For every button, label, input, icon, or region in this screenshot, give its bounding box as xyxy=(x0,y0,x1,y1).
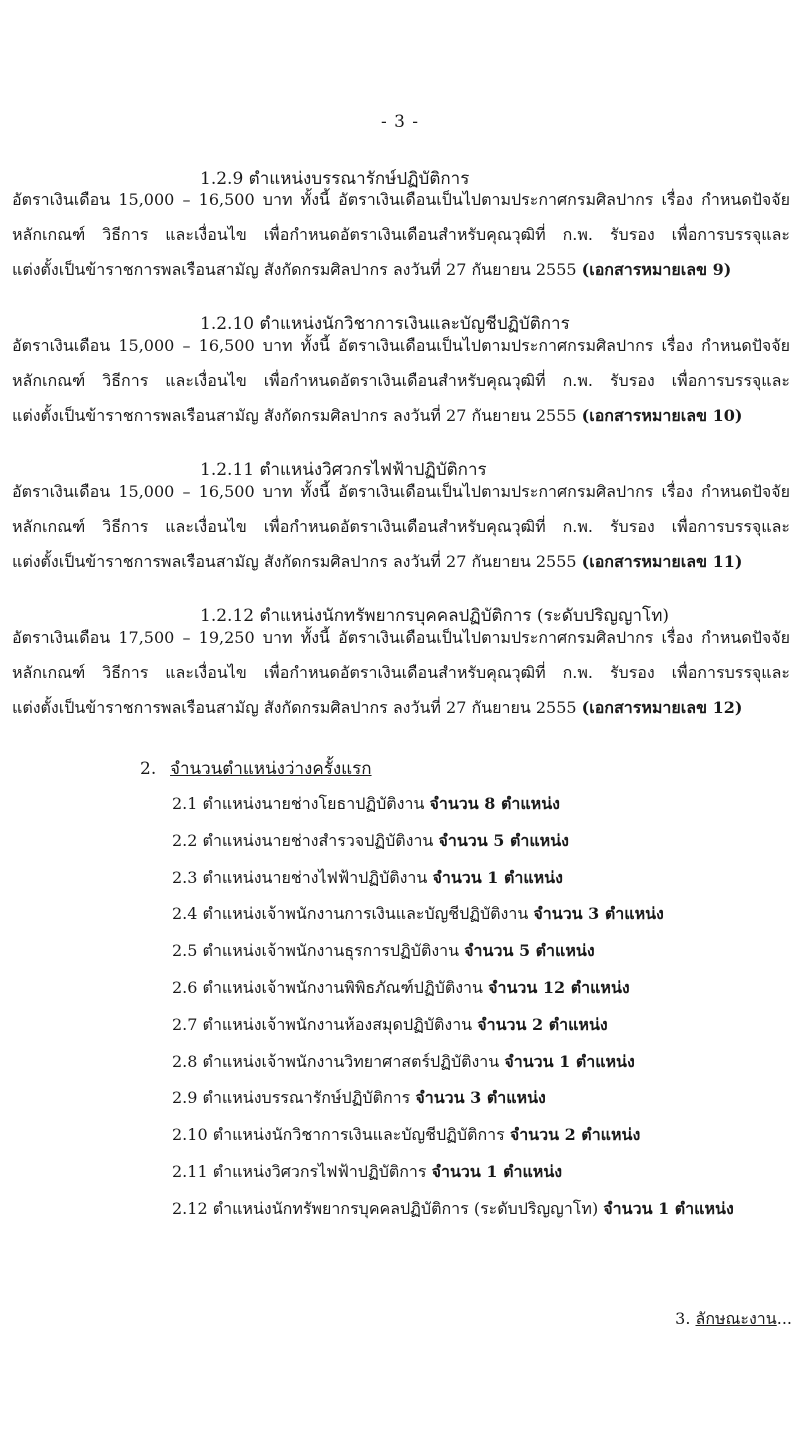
body-line: อัตราเงินเดือน 17,500 – 19,250 บาท ทั้งนี้ อัตราเงินเดือนเป็นไปตามประกาศกรมศิลปากร เรื่อง กำหนดปัจจัย xyxy=(12,628,790,647)
item-position: ตำแหน่งวิศวกรไฟฟ้าปฏิบัติการ xyxy=(212,1161,427,1181)
body-line-text: แต่งตั้งเป็นข้าราชการพลเรือนสามัญ สังกัดกรมศิลปากร ลงวันที่ 27 กันยายน 2555 xyxy=(12,406,577,425)
item-number: 2.9 xyxy=(172,1088,198,1108)
section-title-text: จำนวนตำแหน่งว่างครั้งแรก xyxy=(170,759,372,779)
vacancy-list xyxy=(172,786,734,1228)
list-item xyxy=(172,933,734,970)
list-item xyxy=(172,896,734,933)
item-count: จำนวน 12 ตำแหน่ง xyxy=(488,977,630,997)
item-count: จำนวน 1 ตำแหน่ง xyxy=(504,1051,635,1071)
subsection-body-1-2-12 xyxy=(12,620,790,725)
list-item xyxy=(172,823,734,860)
item-number: 2.5 xyxy=(172,941,198,961)
item-position: ตำแหน่งนักทรัพยากรบุคคลปฏิบัติการ (ระดับปริญญาโท) xyxy=(212,1198,599,1218)
document-reference: (เอกสารหมายเลข 11) xyxy=(581,552,743,571)
body-line: หลักเกณฑ์ วิธีการ และเงื่อนไข เพื่อกำหนดอัตราเงินเดือนสำหรับคุณวุฒิที่ ก.พ. รับรอง เพื่อการบรรจุและ xyxy=(12,517,790,536)
item-position: ตำแหน่งเจ้าพนักงานธุรการปฏิบัติงาน xyxy=(202,941,460,961)
item-count: จำนวน 5 ตำแหน่ง xyxy=(438,830,569,850)
subsection-heading-1-2-12: 1.2.12 ตำแหน่งนักทรัพยากรบุคคลปฏิบัติการ (ระดับปริญญาโท) xyxy=(200,606,670,626)
subsection-body-1-2-9 xyxy=(12,182,790,287)
item-number: 2.10 xyxy=(172,1125,208,1145)
item-number: 2.2 xyxy=(172,830,198,850)
item-position: ตำแหน่งเจ้าพนักงานการเงินและบัญชีปฏิบัติงาน xyxy=(202,904,529,924)
subsection-heading-1-2-9: 1.2.9 ตำแหน่งบรรณารักษ์ปฏิบัติการ xyxy=(200,169,470,189)
item-number: 2.6 xyxy=(172,977,198,997)
item-number: 2.11 xyxy=(172,1161,208,1181)
body-line: หลักเกณฑ์ วิธีการ และเงื่อนไข เพื่อกำหนดอัตราเงินเดือนสำหรับคุณวุฒิที่ ก.พ. รับรอง เพื่อการบรรจุและ xyxy=(12,225,790,244)
item-count: จำนวน 1 ตำแหน่ง xyxy=(431,1161,563,1181)
list-item xyxy=(172,1007,734,1044)
subsection-body-1-2-10 xyxy=(12,328,790,433)
item-count: จำนวน 2 ตำแหน่ง xyxy=(477,1014,608,1034)
body-line: หลักเกณฑ์ วิธีการ และเงื่อนไข เพื่อกำหนดอัตราเงินเดือนสำหรับคุณวุฒิที่ ก.พ. รับรอง เพื่อการบรรจุและ xyxy=(12,371,790,390)
body-line: อัตราเงินเดือน 15,000 – 16,500 บาท ทั้งนี้ อัตราเงินเดือนเป็นไปตามประกาศกรมศิลปากร เรื่อง กำหนดปัจจัย xyxy=(12,482,790,501)
item-count: จำนวน 2 ตำแหน่ง xyxy=(509,1125,641,1145)
body-line-last xyxy=(12,544,790,579)
item-count: จำนวน 5 ตำแหน่ง xyxy=(464,941,595,961)
list-item xyxy=(172,1154,734,1191)
next-section-text: ลักษณะงาน xyxy=(695,1309,777,1328)
list-item xyxy=(172,1044,734,1081)
subsection-heading-1-2-11: 1.2.11 ตำแหน่งวิศวกรไฟฟ้าปฏิบัติการ xyxy=(200,460,487,480)
document-reference: (เอกสารหมายเลข 10) xyxy=(581,406,743,425)
item-position: ตำแหน่งนายช่างโยธาปฏิบัติงาน xyxy=(202,794,425,813)
list-item xyxy=(172,860,734,897)
item-count: จำนวน 3 ตำแหน่ง xyxy=(533,904,664,924)
body-line-last xyxy=(12,252,790,287)
list-item xyxy=(172,1191,734,1228)
item-position: ตำแหน่งเจ้าพนักงานวิทยาศาสตร์ปฏิบัติงาน xyxy=(202,1051,500,1071)
list-item xyxy=(172,786,734,823)
item-number: 2.7 xyxy=(172,1014,198,1034)
continuation-ellipsis: ... xyxy=(776,1309,792,1328)
section-2-title xyxy=(140,755,372,782)
body-line-text: แต่งตั้งเป็นข้าราชการพลเรือนสามัญ สังกัดกรมศิลปากร ลงวันที่ 27 กันยายน 2555 xyxy=(12,552,577,571)
item-count: จำนวน 8 ตำแหน่ง xyxy=(429,794,560,813)
next-section-number: 3. xyxy=(675,1309,691,1328)
item-number: 2.3 xyxy=(172,867,198,887)
item-number: 2.8 xyxy=(172,1051,198,1071)
item-number: 2.1 xyxy=(172,794,198,813)
item-count: จำนวน 1 ตำแหน่ง xyxy=(603,1198,734,1218)
body-line: อัตราเงินเดือน 15,000 – 16,500 บาท ทั้งนี้ อัตราเงินเดือนเป็นไปตามประกาศกรมศิลปากร เรื่อง กำหนดปัจจัย xyxy=(12,190,790,209)
subsection-body-1-2-11 xyxy=(12,474,790,579)
item-position: ตำแหน่งนักวิชาการเงินและบัญชีปฏิบัติการ xyxy=(212,1125,505,1145)
list-item xyxy=(172,1117,734,1154)
item-position: ตำแหน่งนายช่างไฟฟ้าปฏิบัติงาน xyxy=(202,867,428,887)
body-line: อัตราเงินเดือน 15,000 – 16,500 บาท ทั้งนี้ อัตราเงินเดือนเป็นไปตามประกาศกรมศิลปากร เรื่อง กำหนดปัจจัย xyxy=(12,336,790,355)
body-line-text: แต่งตั้งเป็นข้าราชการพลเรือนสามัญ สังกัดกรมศิลปากร ลงวันที่ 27 กันยายน 2555 xyxy=(12,698,577,717)
item-count: จำนวน 1 ตำแหน่ง xyxy=(432,867,563,887)
item-number: 2.4 xyxy=(172,904,198,924)
item-count: จำนวน 3 ตำแหน่ง xyxy=(415,1088,546,1108)
item-position: ตำแหน่งนายช่างสำรวจปฏิบัติงาน xyxy=(202,830,434,850)
item-position: ตำแหน่งบรรณารักษ์ปฏิบัติการ xyxy=(202,1088,411,1108)
document-reference: (เอกสารหมายเลข 12) xyxy=(581,698,743,717)
item-number: 2.12 xyxy=(172,1198,208,1218)
document-reference: (เอกสารหมายเลข 9) xyxy=(581,260,732,279)
page-number: - 3 - xyxy=(380,112,420,132)
item-position: ตำแหน่งเจ้าพนักงานห้องสมุดปฏิบัติงาน xyxy=(202,1014,473,1034)
section-number: 2. xyxy=(140,759,157,779)
next-page-marker xyxy=(675,1307,792,1332)
body-line-last xyxy=(12,690,790,725)
list-item xyxy=(172,970,734,1007)
body-line-last xyxy=(12,398,790,433)
body-line-text: แต่งตั้งเป็นข้าราชการพลเรือนสามัญ สังกัดกรมศิลปากร ลงวันที่ 27 กันยายน 2555 xyxy=(12,260,577,279)
list-item xyxy=(172,1080,734,1117)
body-line: หลักเกณฑ์ วิธีการ และเงื่อนไข เพื่อกำหนดอัตราเงินเดือนสำหรับคุณวุฒิที่ ก.พ. รับรอง เพื่อการบรรจุและ xyxy=(12,663,790,682)
subsection-heading-1-2-10: 1.2.10 ตำแหน่งนักวิชาการเงินและบัญชีปฏิบัติการ xyxy=(200,314,570,334)
item-position: ตำแหน่งเจ้าพนักงานพิพิธภัณฑ์ปฏิบัติงาน xyxy=(202,977,483,997)
